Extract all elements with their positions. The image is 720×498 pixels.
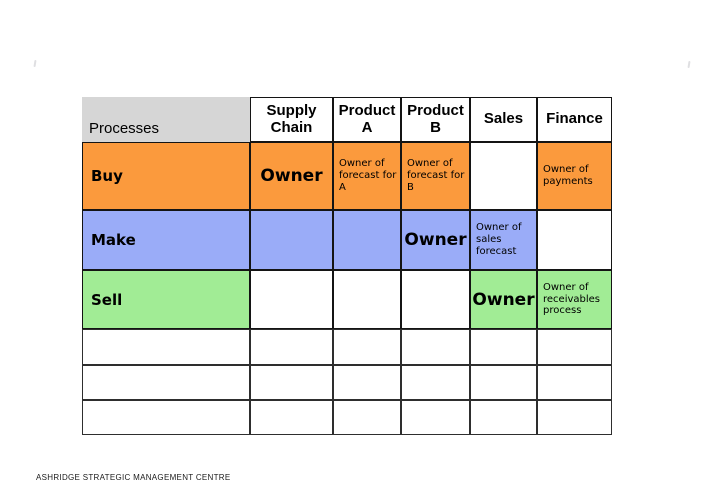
- processes-header-cell: [82, 97, 250, 142]
- stray-mark-right: [687, 61, 690, 68]
- cell-sell-sales: Owner: [470, 270, 537, 329]
- cell-buy-supply-chain: Owner: [250, 142, 333, 210]
- empty-cell: [82, 329, 250, 365]
- empty-cell: [537, 400, 612, 435]
- empty-cell: [401, 329, 470, 365]
- empty-cell: [82, 400, 250, 435]
- cell-buy-product-b: Owner of forecast for B: [401, 142, 470, 210]
- empty-cell: [250, 400, 333, 435]
- cell-make-product-a: [333, 210, 401, 270]
- footer-attribution: ASHRIDGE STRATEGIC MANAGEMENT CENTRE: [36, 473, 231, 482]
- cell-sell-supply-chain: [250, 270, 333, 329]
- column-header-product-b: Product B: [401, 97, 470, 142]
- empty-cell: [333, 329, 401, 365]
- empty-cell: [401, 365, 470, 400]
- column-header-sales: Sales: [470, 97, 537, 142]
- empty-cell: [470, 365, 537, 400]
- cell-sell-product-a: [333, 270, 401, 329]
- cell-buy-product-a: Owner of forecast for A: [333, 142, 401, 210]
- cell-make-supply-chain: [250, 210, 333, 270]
- empty-cell: [470, 329, 537, 365]
- cell-buy-sales: [470, 142, 537, 210]
- empty-cell: [333, 365, 401, 400]
- column-header-finance: Finance: [537, 97, 612, 142]
- cell-sell-finance: Owner of receivables process: [537, 270, 612, 329]
- process-ownership-matrix: [82, 97, 612, 435]
- column-header-supply-chain: Supply Chain: [250, 97, 333, 142]
- cell-make-product-b: Owner: [401, 210, 470, 270]
- empty-cell: [333, 400, 401, 435]
- row-label-sell: Sell: [82, 270, 250, 329]
- empty-cell: [537, 329, 612, 365]
- cell-make-finance: [537, 210, 612, 270]
- cell-buy-finance: Owner of payments: [537, 142, 612, 210]
- empty-cell: [250, 365, 333, 400]
- empty-cell: [401, 400, 470, 435]
- empty-cell: [537, 365, 612, 400]
- stray-mark-left: [33, 60, 36, 67]
- processes-label: Processes: [89, 120, 160, 137]
- empty-cell: [250, 329, 333, 365]
- row-label-buy: Buy: [82, 142, 250, 210]
- column-header-product-a: Product A: [333, 97, 401, 142]
- cell-make-sales: Owner of sales forecast: [470, 210, 537, 270]
- cell-sell-product-b: [401, 270, 470, 329]
- empty-cell: [82, 365, 250, 400]
- row-label-make: Make: [82, 210, 250, 270]
- empty-cell: [470, 400, 537, 435]
